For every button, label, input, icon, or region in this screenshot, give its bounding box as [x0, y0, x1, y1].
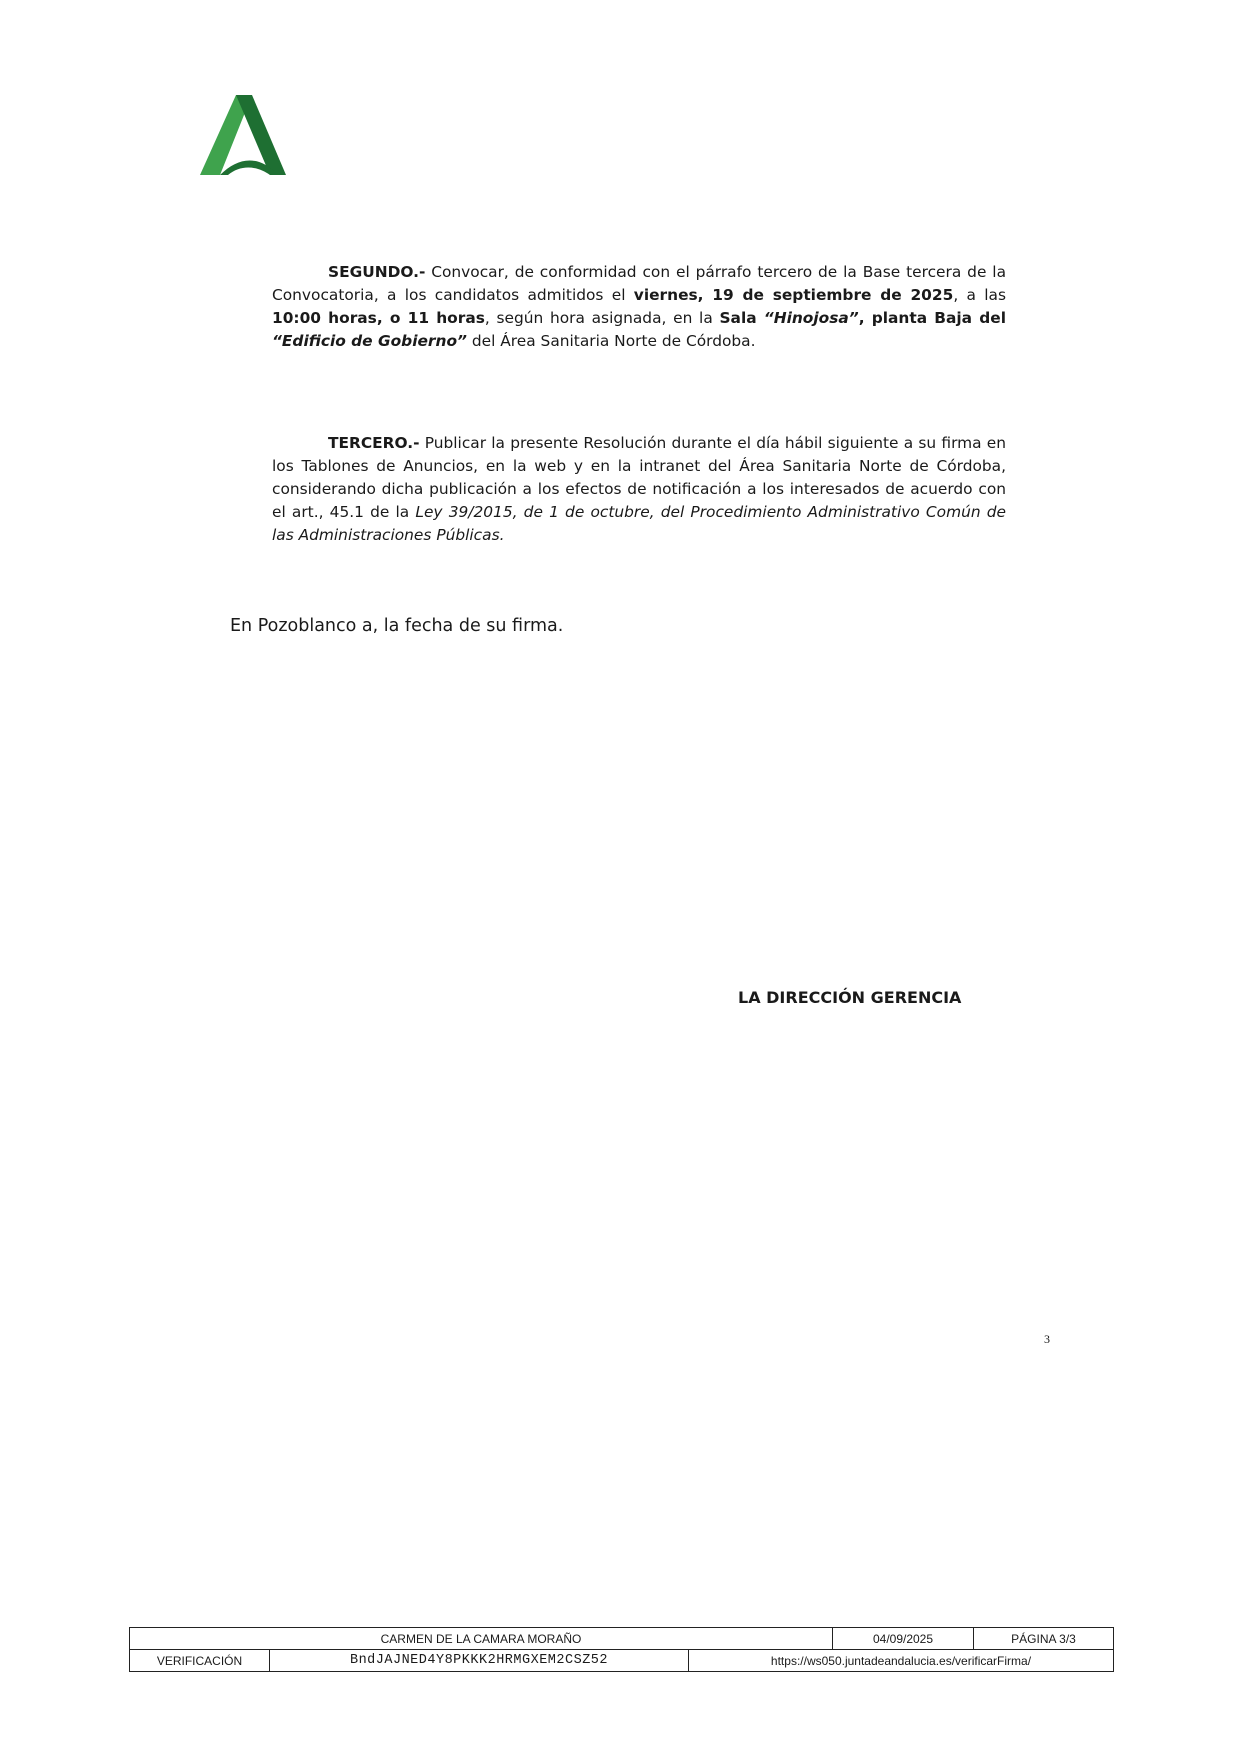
segundo-text-4: del Área Sanitaria Norte de Córdoba. [466, 332, 756, 350]
page-number: 3 [1044, 1332, 1050, 1346]
closing-line: En Pozoblanco a, la fecha de su firma. [230, 616, 564, 636]
tercero-paragraph [272, 432, 1006, 547]
tercero-text-1: Publicar la presente Resolución durante el día hábil siguiente a su firma en los Tablones de Anuncios, en la web y en la intranet del Área Sanitaria Norte de Córdoba, considerando dicha publicación a los efectos de notificación a los interesados de acuerdo con el art., 45.1 de la [272, 434, 1006, 521]
junta-andalucia-logo-icon [200, 95, 286, 175]
signer-title: LA DIRECCIÓN GERENCIA [738, 988, 962, 1007]
segundo-heading: SEGUNDO.- [328, 263, 426, 281]
footer-verification-label: VERIFICACIÓN [130, 1650, 270, 1672]
segundo-hours: 10:00 horas, o 11 horas [272, 309, 485, 327]
tercero-heading: TERCERO.- [328, 434, 420, 452]
footer-row-verification [130, 1650, 1114, 1672]
segundo-sala-name: “Hinojosa” [763, 309, 859, 327]
segundo-date: viernes, 19 de septiembre de 2025 [633, 286, 954, 304]
footer-signer-name: CARMEN DE LA CAMARA MORAÑO [130, 1628, 833, 1650]
tercero-law: Ley 39/2015, de 1 de octubre, del Procedimiento Administrativo Común de las Administraciones Públicas. [272, 503, 1007, 544]
segundo-text-3: , según hora asignada, en la [484, 309, 720, 327]
signature-footer-table [129, 1627, 1114, 1672]
segundo-paragraph [272, 261, 1006, 353]
segundo-planta: , planta Baja del [858, 309, 1006, 327]
footer-page: PÁGINA 3/3 [974, 1628, 1114, 1650]
segundo-text-2: , a las [953, 286, 1006, 304]
footer-date: 04/09/2025 [833, 1628, 974, 1650]
footer-row-signer [130, 1628, 1114, 1650]
footer-verification-url[interactable]: https://ws050.juntadeandalucia.es/verificarFirma/ [689, 1650, 1114, 1672]
segundo-text-1: Convocar, de conformidad con el párrafo tercero de la Base tercera de la Convocatoria, a los candidatos admitidos el [272, 263, 1006, 304]
footer-verification-code: BndJAJNED4Y8PKKK2HRMGXEM2CSZ52 [270, 1650, 689, 1672]
segundo-sala-prefix: Sala [719, 309, 764, 327]
segundo-edificio: “Edificio de Gobierno” [272, 332, 467, 350]
